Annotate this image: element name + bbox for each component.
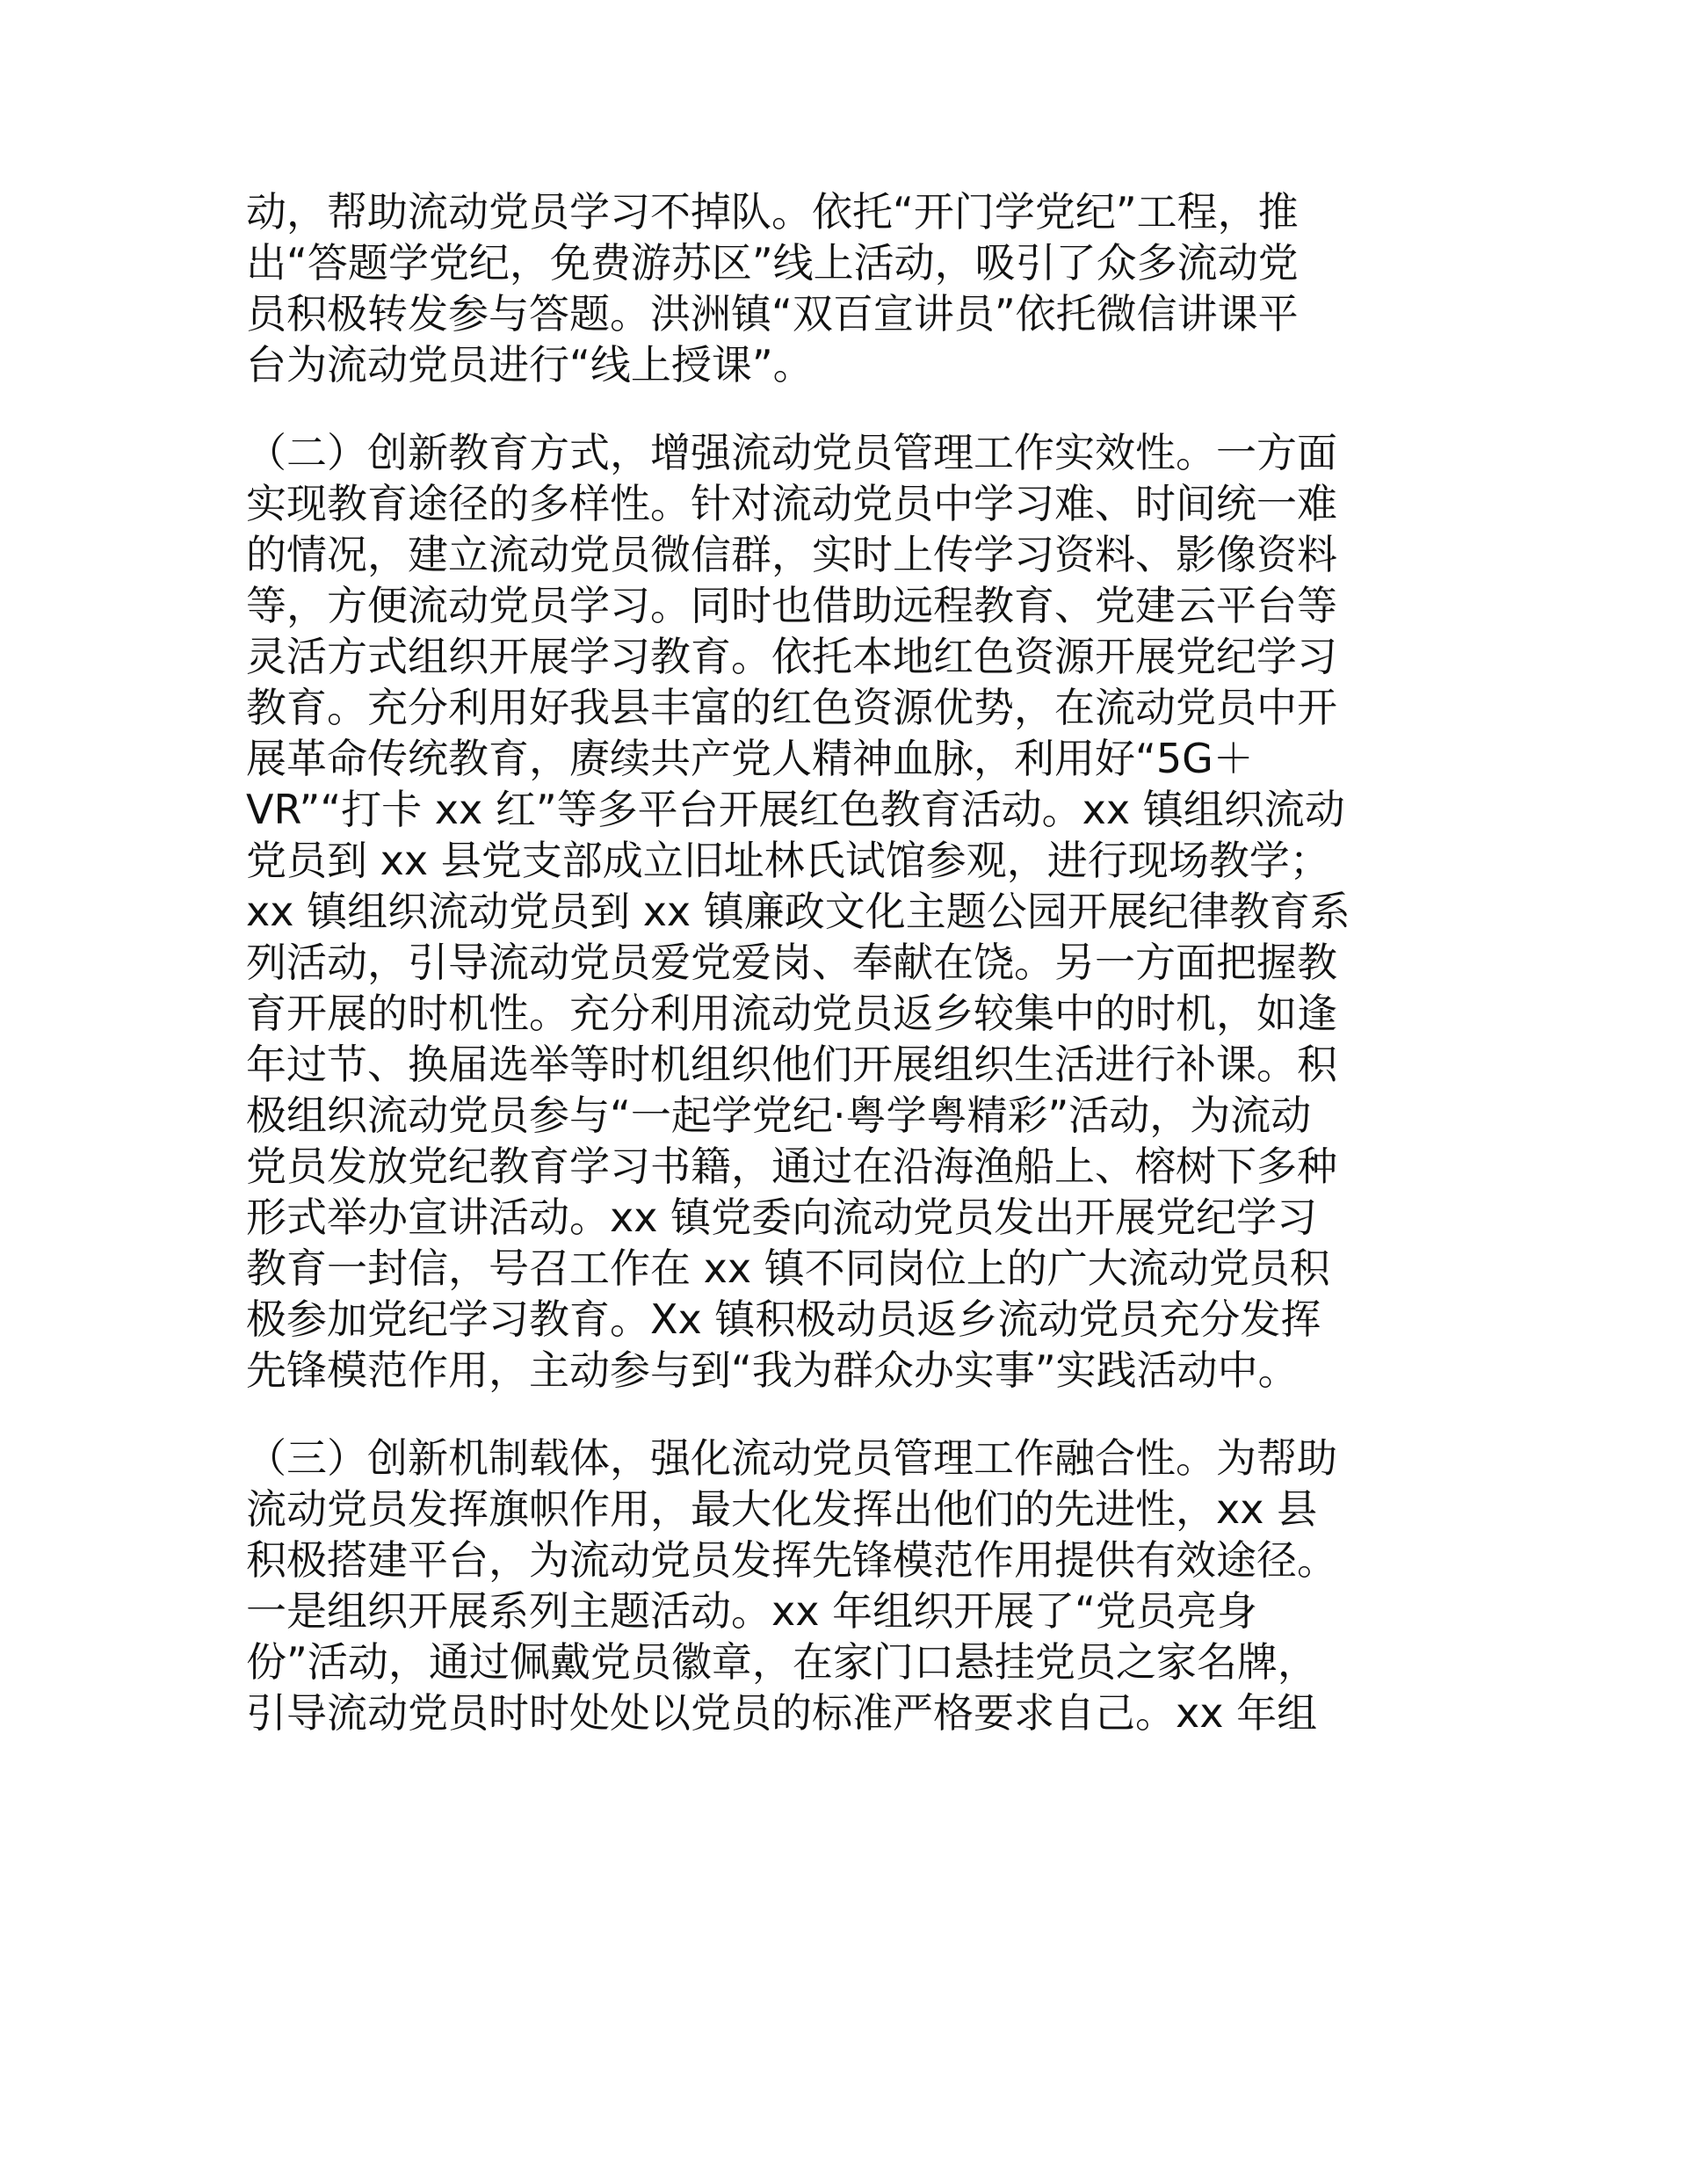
text-line: 台为流动党员进行“线上授课”。	[246, 341, 814, 388]
text-line: xx 镇组织流动党员到 xx 镇廉政文化主题公园开展纪律教育系	[246, 888, 1350, 935]
text-line: 的情况，建立流动党员微信群，实时上传学习资料、影像资料	[246, 531, 1337, 578]
text-line: 实现教育途径的多样性。针对流动党员中学习难、时间统一难	[246, 480, 1337, 527]
text-line: （三）创新机制载体，强化流动党员管理工作融合性。为帮助	[246, 1434, 1337, 1482]
text-line: 形式举办宣讲活动。xx 镇党委向流动党员发出开展党纪学习	[246, 1194, 1318, 1241]
text-line: 教育一封信，号召工作在 xx 镇不同岗位上的广大流动党员积	[246, 1244, 1330, 1292]
text-line: 员积极转发参与答题。洪洲镇“双百宣讲员”依托微信讲课平	[246, 290, 1299, 337]
text-line: 流动党员发挥旗帜作用，最大化发挥出他们的先进性，xx 县	[246, 1485, 1318, 1533]
text-line: 育开展的时机性。充分利用流动党员返乡较集中的时机，如逢	[246, 990, 1337, 1037]
text-line: 份”活动，通过佩戴党员徽章，在家门口悬挂党员之家名牌，	[246, 1638, 1318, 1686]
text-line: 一是组织开展系列主题活动。xx 年组织开展了“党员亮身	[246, 1587, 1257, 1635]
paragraph-spacing	[246, 1396, 1441, 1433]
text-line: 党员发放党纪教育学习书籍，通过在沿海渔船上、榕树下多种	[246, 1143, 1337, 1190]
text-line: 灵活方式组织开展学习教育。依托本地红色资源开展党纪学习	[246, 633, 1337, 680]
text-line: 积极搭建平台，为流动党员发挥先锋模范作用提供有效途径。	[246, 1536, 1337, 1584]
text-line: 党员到 xx 县党支部成立旧址林氏试馆参观，进行现场教学；	[246, 837, 1330, 884]
text-line: 出“答题学党纪，免费游苏区”线上活动，吸引了众多流动党	[246, 239, 1299, 287]
text-line: 动，帮助流动党员学习不掉队。依托“开门学党纪”工程，推	[246, 188, 1299, 236]
text-line: 引导流动党员时时处处以党员的标准严格要求自己。xx 年组	[246, 1689, 1318, 1737]
text-line: 教育。充分利用好我县丰富的红色资源优势，在流动党员中开	[246, 684, 1337, 731]
text-line: 展革命传统教育，赓续共产党人精神血脉，利用好“5G＋	[246, 735, 1254, 782]
text-line: 列活动，引导流动党员爱党爱岗、奉献在饶。另一方面把握教	[246, 939, 1337, 986]
text-line: 年过节、换届选举等时机组织他们开展组织生活进行补课。积	[246, 1041, 1337, 1088]
text-line: （二）创新教育方式，增强流动党员管理工作实效性。一方面	[246, 429, 1337, 476]
document-body	[246, 186, 1441, 1738]
paragraph-spacing	[246, 390, 1441, 427]
text-line: 极参加党纪学习教育。Xx 镇积极动员返乡流动党员充分发挥	[246, 1295, 1321, 1343]
text-line: 等，方便流动党员学习。同时也借助远程教育、党建云平台等	[246, 582, 1337, 629]
paragraph-2	[246, 427, 1441, 1396]
paragraph-3	[246, 1433, 1441, 1738]
text-line: VR”“打卡 xx 红”等多平台开展红色教育活动。xx 镇组织流动	[246, 786, 1345, 833]
paragraph-1	[246, 186, 1441, 390]
text-line: 先锋模范作用，主动参与到“我为群众办实事”实践活动中。	[246, 1346, 1299, 1394]
text-line: 极组织流动党员参与“一起学党纪·粤学粤精彩”活动，为流动	[246, 1092, 1312, 1139]
